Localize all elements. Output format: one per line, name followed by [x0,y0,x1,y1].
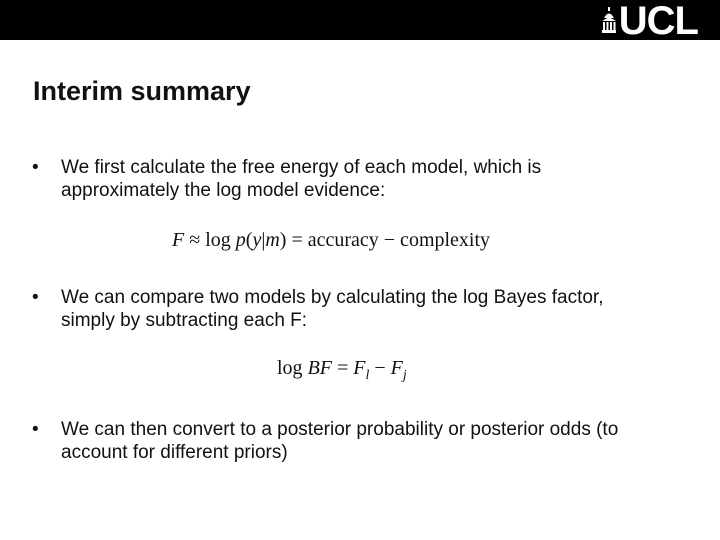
bullet-line: We can then convert to a posterior probability or posterior odds (to [61,419,619,440]
eq-subscript: j [402,368,407,383]
eq-text: | [261,229,266,251]
bullet-marker: • [32,419,39,440]
ucl-portico-icon [601,7,617,33]
bullet-text [61,286,671,332]
bullet-line: simply by subtracting each F: [61,310,308,331]
eq-text: ( [245,229,253,251]
eq-text: − [369,357,391,379]
eq-symbol: F [353,357,366,379]
bullet-line: approximately the log model evidence: [61,180,386,201]
bullet-line: account for different priors) [61,442,288,463]
bullet-marker: • [32,287,39,308]
header-bar [0,0,720,43]
eq-symbol: F [390,357,403,379]
eq-symbol: BF [307,357,332,379]
eq-symbol: F [172,229,185,251]
free-energy-equation [172,229,490,252]
bayes-factor-equation [277,357,407,384]
bullet-line: We can compare two models by calculating the log Bayes factor, [61,287,604,308]
ucl-logo [601,0,698,43]
eq-symbol: p [235,229,246,251]
eq-symbol: m [265,229,280,251]
eq-text: = [332,357,354,379]
bullet-text [61,418,671,464]
bullet-text [61,156,671,202]
eq-subscript: l [365,368,370,383]
eq-text: ≈ log [184,229,236,251]
bullet-marker: • [32,157,39,178]
logo-text: UCL [618,0,698,43]
eq-text: log [277,357,308,379]
eq-text: ) = accuracy − complexity [279,229,491,251]
bullet-line: We first calculate the free energy of each model, which is [61,157,542,178]
slide-title: Interim summary [33,76,251,106]
eq-symbol: y [252,229,262,251]
